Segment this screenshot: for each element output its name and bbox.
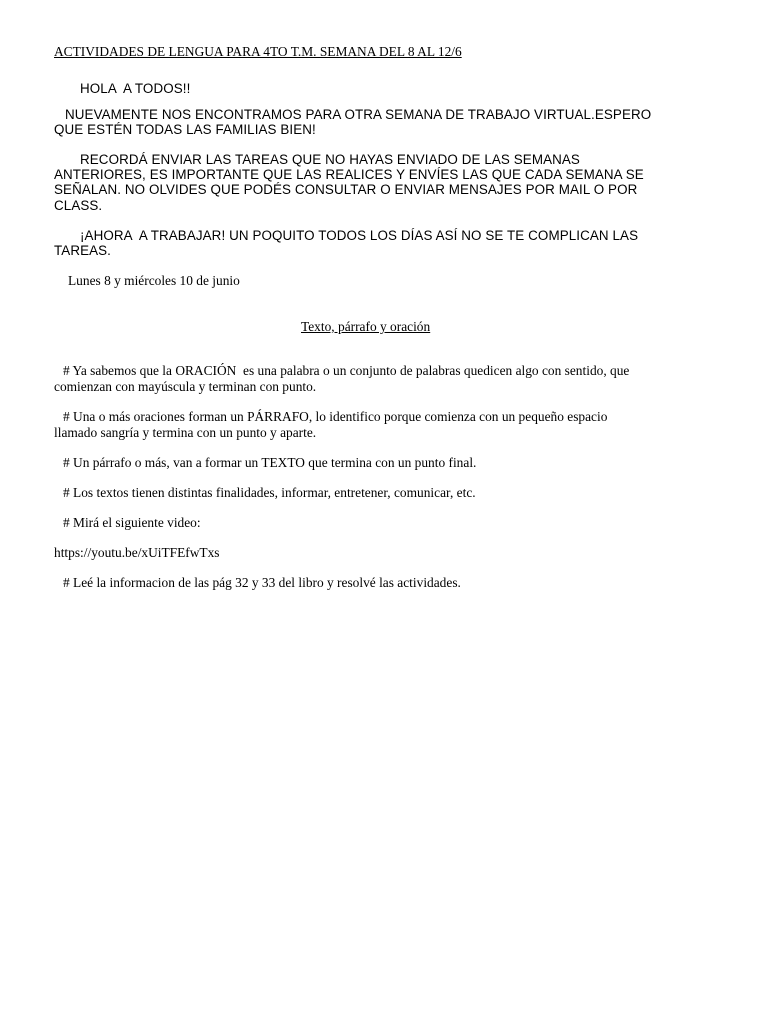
video-link[interactable]: https://youtu.be/xUiTFEfwTxs xyxy=(54,545,220,560)
bullet-texto: # Un párrafo o más, van a formar un TEXTO que termina con un punto final. xyxy=(63,455,477,470)
bullet-video: # Mirá el siguiente video: xyxy=(63,515,201,530)
section-title: Texto, párrafo y oración xyxy=(301,319,431,334)
date-line: Lunes 8 y miércoles 10 de junio xyxy=(68,273,240,288)
intro-line-1: NUEVAMENTE NOS ENCONTRAMOS PARA OTRA SEMANA DE TRABAJO VIRTUAL.ESPERO xyxy=(65,107,652,122)
bullet-parrafo-line-1: # Una o más oraciones forman un PÁRRAFO, lo identifico porque comienza con un pequeño espacio xyxy=(63,409,608,424)
reminder-line-2: ANTERIORES, ES IMPORTANTE QUE LAS REALICES Y ENVÍES LAS QUE CADA SEMANA SE xyxy=(54,167,644,182)
reminder-line-1: RECORDÁ ENVIAR LAS TAREAS QUE NO HAYAS ENVIADO DE LAS SEMANAS xyxy=(80,152,580,167)
bullet-libro: # Leé la informacion de las pág 32 y 33 del libro y resolvé las actividades. xyxy=(63,575,461,590)
intro-line-2: QUE ESTÉN TODAS LAS FAMILIAS BIEN! xyxy=(54,122,316,137)
reminder-line-4: CLASS. xyxy=(54,198,103,213)
greeting: HOLA A TODOS!! xyxy=(80,81,191,96)
work-line-2: TAREAS. xyxy=(54,243,112,258)
bullet-oracion-line-2: comienzan con mayúscula y terminan con punto. xyxy=(54,379,317,394)
work-line-1: ¡AHORA A TRABAJAR! UN POQUITO TODOS LOS DÍAS ASÍ NO SE TE COMPLICAN LAS xyxy=(80,228,639,243)
bullet-oracion-line-1: # Ya sabemos que la ORACIÓN es una palabra o un conjunto de palabras quedicen algo con sentido, que xyxy=(63,363,630,378)
document-header: ACTIVIDADES DE LENGUA PARA 4TO T.M. SEMANA DEL 8 AL 12/6 xyxy=(54,44,462,59)
bullet-finalidades: # Los textos tienen distintas finalidades, informar, entretener, comunicar, etc. xyxy=(63,485,476,500)
reminder-line-3: SEÑALAN. NO OLVIDES QUE PODÉS CONSULTAR O ENVIAR MENSAJES POR MAIL O POR xyxy=(54,182,638,197)
bullet-parrafo-line-2: llamado sangría y termina con un punto y aparte. xyxy=(54,425,317,440)
